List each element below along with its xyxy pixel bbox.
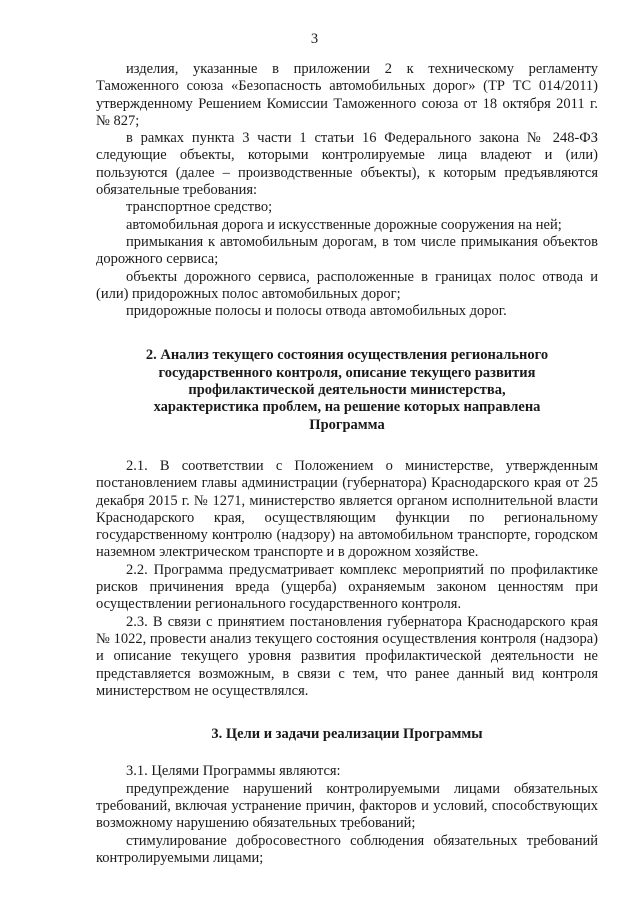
heading-line: профилактической деятельности министерства,	[188, 382, 506, 399]
list-item: транспортное средство;	[126, 199, 273, 216]
page-number: 3	[310, 31, 319, 47]
list-item: придорожные полосы и полосы отвода автомобильных дорог.	[126, 303, 507, 320]
list-item: примыкания к автомобильным дорогам, в том числе примыкания объектов дорожного сервиса;	[96, 233, 598, 268]
section-3-paragraph: предупреждение нарушений контролируемыми лицами обязательных требований, включая устранение причин, факторов и условий, способствующих возможному нарушению обязательных требований;	[96, 780, 598, 832]
heading-line: Программа	[309, 416, 385, 433]
heading-line: государственного контроля, описание текущего развития	[158, 364, 536, 381]
section-2-paragraph: 2.2. Программа предусматривает комплекс мероприятий по профилактике рисков причинения вреда (ущерба) охраняемым законом ценностям при осуществлении регионального государственного контроля.	[96, 561, 598, 613]
heading-line: 2. Анализ текущего состояния осуществления регионального	[145, 347, 549, 364]
list-item: автомобильная дорога и искусственные дорожные сооружения на ней;	[126, 216, 562, 233]
intro-paragraph: изделия, указанные в приложении 2 к техническому регламенту Таможенного союза «Безопасность автомобильных дорог» (ТР ТС 014/2011) утвержденному Решением Комиссии Таможенного союза от 18 октября 2011 г. № 827;	[96, 61, 598, 129]
heading-line: 3. Цели и задачи реализации Программы	[211, 726, 483, 743]
section-3-paragraph: 3.1. Целями Программы являются:	[126, 763, 341, 780]
section-3-paragraph: стимулирование добросовестного соблюдения обязательных требований контролируемыми лицами;	[96, 832, 598, 866]
heading-line: характеристика проблем, на решение которых направлена	[153, 399, 541, 416]
section-2-paragraph: 2.1. В соответствии с Положением о министерстве, утвержденным постановлением главы администрации (губернатора) Краснодарского края от 25 декабря 2015 г. № 1271, министерство является органом исполнительной власти Краснодарского края, осуществляющим функции по региональному государственному контролю (надзору) на автомобильном транспорте, городском наземном электрическом транспорте и в дорожном хозяйстве.	[96, 457, 598, 561]
intro-paragraph: в рамках пункта 3 части 1 статьи 16 Федерального закона № 248-ФЗ следующие объекты, которыми контролируемые лица владеют и (или) пользуются (далее – производственные объекты), к которым предъявляются обязательные требования:	[96, 130, 598, 199]
list-item: объекты дорожного сервиса, расположенные в границах полос отвода и (или) придорожных полос автомобильных дорог;	[96, 268, 598, 302]
document-body	[96, 61, 598, 867]
section-3-heading	[96, 726, 598, 743]
section-2-paragraph: 2.3. В связи с принятием постановления губернатора Краснодарского края № 1022, провести анализ текущего состояния осуществления контроля (надзора) и описание текущего уровня развития профилактической деятельности не представляется возможным, в связи с тем, что ранее данный вид контроля министерством не осуществлялся.	[96, 613, 598, 699]
section-2-heading	[96, 347, 598, 433]
